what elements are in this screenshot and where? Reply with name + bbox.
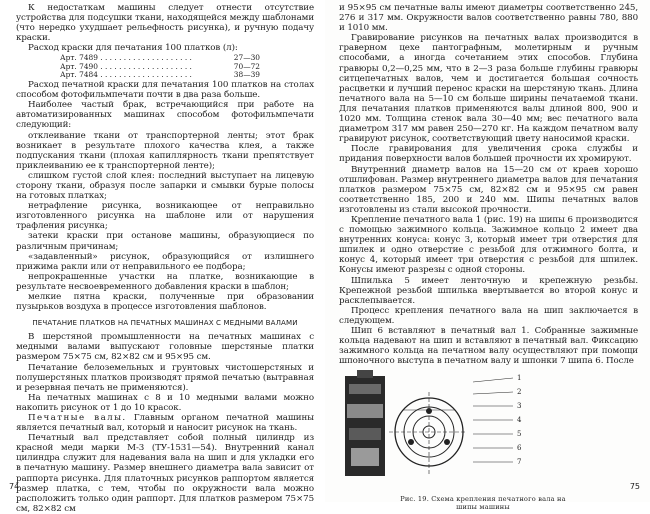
callout-label: 5 xyxy=(517,430,522,439)
page-number: 74 xyxy=(9,482,20,491)
table-row xyxy=(60,71,260,79)
callout-lines xyxy=(473,370,533,488)
body-paragraph: слишком густой слой клея: последний выступает на лицевую сторону ткани, образуя после запарки и смывки бурые полосы на готовых платках; xyxy=(16,170,314,202)
section-heading: ПЕЧАТАНИЕ ПЛАТКОВ НА ПЕЧАТНЫХ МАШИНАХ С МЕДНЫМИ ВАЛАМИ xyxy=(32,318,298,328)
spaced-term-rest: Главным органом печатной машины является печатный вал, который и наносит рисунок на ткань. xyxy=(16,412,314,434)
body-paragraph: Расход печатной краски для печатания 100 платков на столах способом фотофильмпечати почти в два раза больше. xyxy=(16,80,314,101)
body-paragraph: Гравирование рисунков на печатных валах производится в граверном цехе пантографным, молетирным и ручным способами, а иногда сочетанием этих способов. Глубина гравюры 0,2—0,25 мм, что в 2—3 раза больше глубины гравюры ситцепечатных валов, чем и достигается большая сочность расцветки и лучший перенос краски на шерстяную ткань. Длина печатного вала на 5—10 см больше ширины печатаемой ткани. Для печатания платков применяются валы длиной 800, 900 и 1020 мм. Толщина стенок вала 30—40 мм; вес печатного вала диаметром 317 мм равен 250—270 кг. На каждом печатном валу гравируют рисунок, соответствующий цвету наносимой краски. xyxy=(339,33,638,145)
table-title: Расход краски для печатания 100 платков (л): xyxy=(28,43,238,54)
body-paragraph: «задавленный» рисунок, образующийся от излишнего прижима ракли или от неправильного ее подбора; xyxy=(16,251,314,272)
page-number: 75 xyxy=(629,482,640,491)
body-paragraph: затеки краски при останове машины, образующиеся по различным причинам; xyxy=(16,231,314,252)
table-row-label: Арт. 7489 . . . . . . . . . . . . . . . . . . . . xyxy=(60,53,192,63)
body-paragraph: Внутренний диаметр валов на 15—20 см от краев хорошо отшлифован. Размер внутреннего диаметра валов для печатания платков размером 75×75 см, 82×82 см и 95×95 см равен соответственно 185, 200 и 240 мм. Шипы печатных валов изготовлены из стали высокой прочности. xyxy=(339,164,638,215)
spaced-term-paragraph xyxy=(16,413,314,433)
callout-label: 2 xyxy=(517,388,522,397)
figure-caption: Рис. 19. Схема крепления печатного вала на шипы машины xyxy=(400,495,566,512)
table-row-label: Арт. 7490 . . . . . . . . . . . . . . . . . . . . xyxy=(60,61,192,71)
body-paragraph: Печатный вал представляет собой полный цилиндр из красной меди марки М-3 (ТУ-1531—54). Внутренний канал цилиндра служит для надевания вала на шип и для укладки его в печатную машину. Размер внешнего диаметра вала зависит от раппорта рисунка. Для платочных рисунков раппортом является размер платка, с тем, чтобы по окружности вала можно расположить только один раппорт. Для платков размером 75×75 см, 82×82 см xyxy=(16,433,314,514)
callout-label: 7 xyxy=(517,458,522,467)
callout-label: 6 xyxy=(517,444,522,453)
intro-paragraph: К недостаткам машины следует отнести отсутствие устройства для подсушки ткани, находящейся между шаблонами (что нередко ухудшает рельефность рисунка), и ручную подачу краски. xyxy=(16,3,315,44)
body-paragraph: и 95×95 см печатные валы имеют диаметры соответственно 245, 276 и 317 мм. Окружности валов соответственно равны 780, 880 и 1010 мм. xyxy=(339,3,638,34)
body-paragraph: нетрафление рисунка, возникающее от неправильно изготовленного рисунка на шаблоне или от нарушения трафления рисунка; xyxy=(16,201,314,232)
spaced-term: Печатные валы. xyxy=(28,412,127,423)
body-paragraph: Наиболее частый брак, встречающийся при работе на автоматизированных машинах способом фотофильмпечати следующий: xyxy=(16,100,314,131)
body-paragraph: Шпилька 5 имеет ленточную и крепежную резьбы. Крепежной резьбой шпилька ввертывается во второй конус и расклепывается. xyxy=(339,275,638,306)
body-paragraph: мелкие пятна краски, полученные при образовании пузырьков воздуха в процессе изготовления шаблонов. xyxy=(16,292,314,313)
table-row-value: 27—30 xyxy=(233,53,260,63)
roller-mounting-diagram xyxy=(343,370,467,488)
right-page xyxy=(325,0,650,512)
section-paragraph: На печатных машинах с 8 и 10 медными валами можно накопить рисунок от 1 до 10 красок. xyxy=(16,392,314,413)
table-row-value: 38—39 xyxy=(233,69,260,79)
callout-label: 1 xyxy=(517,374,522,383)
figure-19 xyxy=(339,370,638,492)
section-paragraph: Печатание белоземельных и грунтовых чистошерстяных и полушерстяных платков производят прямой печатью (вытравная и резервная печать не применяются). xyxy=(16,362,314,393)
figure-callouts xyxy=(467,370,638,492)
ink-consumption-table xyxy=(60,54,260,79)
table-row-value: 70—72 xyxy=(233,61,260,71)
body-paragraph: Процесс крепления печатного вала на шип заключается в следующем. xyxy=(339,305,638,326)
table-row-label: Арт. 7484 . . . . . . . . . . . . . . . . . . . . xyxy=(60,69,192,79)
callout-label: 4 xyxy=(517,416,522,425)
callout-label: 3 xyxy=(517,402,522,411)
body-paragraph: Крепление печатного вала 1 (рис. 19) на шипы 6 производится с помощью зажимного кольца. Зажимное кольцо 2 имеет два внутренних конуса: конус 3, который имеет три отверстия для шпилек и одно отверстие с резьбой для отжимного болта, и конус 4, который имеет три отверстия с резьбой для шпилек. Конусы имеют разрезы с одной стороны. xyxy=(339,214,638,276)
body-paragraph: После гравирования для увеличения срока службы и придания поверхности валов большей прочности их хромируют. xyxy=(339,144,638,165)
section-paragraph: В шерстяной промышленности на печатных машинах с медными валами выпускают головные шерстяные платки размером 75×75 см, 82×82 см и 95×95 см. xyxy=(16,332,314,363)
body-paragraph: Шип 6 вставляют в печатный вал 1. Собранные зажимные кольца надевают на шип и вставляют в печатный вал. Фиксацию зажимного кольца на печатном валу осуществляют при помощи шпоночного выступа в печатном валу и шпонки 7 шипа 6. После xyxy=(339,326,638,367)
body-paragraph: непрокрашенные участки на платке, возникающие в результате несвоевременного добавления краски в шаблон; xyxy=(16,271,314,292)
body-paragraph: отклеивание ткани от транспортерной ленты; этот брак возникает в результате плохого качества клея, а также подпускания ткани (плохая капиллярность ткани препятствует приклеиванию ее к транспортерной ленте); xyxy=(16,130,314,171)
